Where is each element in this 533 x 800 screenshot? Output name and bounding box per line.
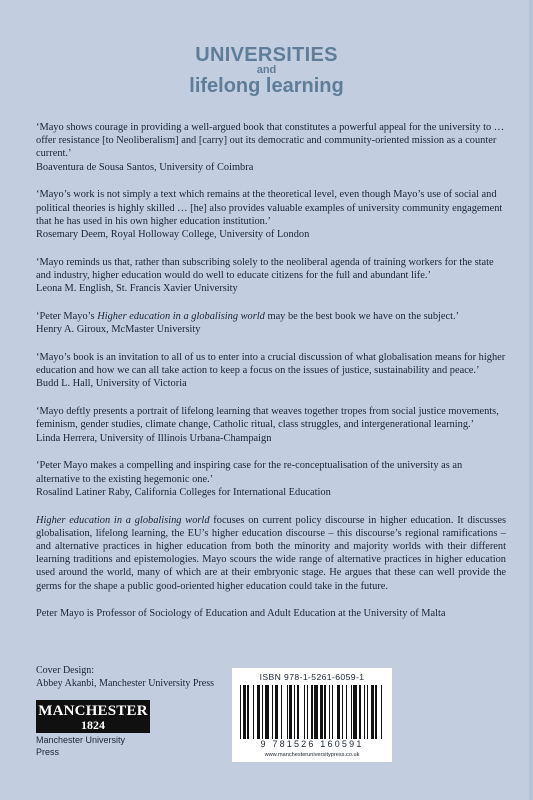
barcode-bar xyxy=(247,685,248,739)
barcode-bar xyxy=(324,685,325,739)
cover-edge xyxy=(529,0,533,800)
blurb-source: Budd L. Hall, University of Victoria xyxy=(36,378,187,390)
barcode-bar xyxy=(311,685,312,739)
barcode-bar xyxy=(320,685,323,739)
blurbs-section xyxy=(36,121,506,620)
barcode-digits: 9 781526 160591 xyxy=(260,739,364,749)
blurb xyxy=(36,310,506,336)
blurb xyxy=(36,188,506,241)
barcode-bar xyxy=(294,685,295,739)
barcode-bar xyxy=(304,685,305,739)
blurb-source: Boaventura de Sousa Santos, University of Coimbra xyxy=(36,161,254,173)
barcode xyxy=(240,685,384,739)
series-title-line-1: UNIVERSITIES xyxy=(195,44,338,66)
book-description-text: focuses on current policy discourse in higher education. It discusses globalisation, lifelong learning, the EU’s higher education discourse – this discourse’s regional ramifications – and alternative practices in higher education from both the minority and majority worlds with their different learning traditions and epistemologies. Mayo scours the wide range of alternative practices in higher education used around the world, many of which are at their embryonic stage. He argues that these can well provide the germs for the shape a public good-oriented higher education could take in the future. xyxy=(36,514,506,592)
blurb xyxy=(36,459,506,499)
barcode-bar xyxy=(272,685,273,739)
publisher-logo xyxy=(36,700,150,758)
book-title-italic: Higher education in a globalising world xyxy=(97,311,265,323)
barcode-bar xyxy=(367,685,368,739)
barcode-bar xyxy=(265,685,269,739)
blurb xyxy=(36,256,506,296)
blurb-source: Henry A. Giroux, McMaster University xyxy=(36,324,201,336)
blurb-quote-end: may be the best book we have on the subject.’ xyxy=(264,311,460,323)
blurb-quote: ‘Mayo deftly presents a portrait of lifelong learning that weaves together tropes from social justice movements, feminism, gender studies, climate change, Catholic ritual, class struggles, and intergenerational learning.’ xyxy=(36,406,499,431)
barcode-bar xyxy=(314,685,318,739)
blurb-quote-start: ‘Peter Mayo’s xyxy=(36,311,98,323)
barcode-bar xyxy=(275,685,278,739)
barcode-bar xyxy=(297,685,300,739)
cover-design-label: Cover Design: xyxy=(36,665,95,676)
blurb-quote: ‘Mayo’s work is not simply a text which remains at the theoretical level, even though Mayo’s use of social and political theories is highly skilled … [he] also provides valuable examples of university community engagement that he has used in his own higher education institution.’ xyxy=(36,189,503,227)
publisher-logo-name: MANCHESTER xyxy=(38,703,148,719)
series-title-line-3: lifelong learning xyxy=(189,75,344,97)
blurb-source: Rosemary Deem, Royal Holloway College, University of London xyxy=(36,229,310,241)
barcode-bar xyxy=(371,685,374,739)
barcode-bar xyxy=(381,685,382,739)
blurb-quote xyxy=(36,310,506,323)
series-title-line-2: and xyxy=(256,64,277,76)
publisher-name: Manchester University Press xyxy=(36,735,126,757)
barcode-panel xyxy=(232,668,392,762)
publisher-logo-year: 1824 xyxy=(81,718,105,732)
barcode-bar xyxy=(289,685,292,739)
cover-designer-name: Abbey Akanbi, Manchester University Press xyxy=(36,677,215,689)
publisher-url: www.manchesteruniversitypress.co.uk xyxy=(264,752,360,758)
cover-design-credit xyxy=(36,665,214,690)
author-bio: Peter Mayo is Professor of Sociology of Education and Adult Education at the University of Malta xyxy=(36,607,446,619)
barcode-bar xyxy=(346,685,347,739)
barcode-bar xyxy=(262,685,263,739)
blurb-source: Leona M. English, St. Francis Xavier University xyxy=(36,283,238,295)
barcode-bar xyxy=(257,685,260,739)
blurb xyxy=(36,121,506,174)
barcode-bar xyxy=(281,685,282,739)
blurb-quote: ‘Mayo shows courage in providing a well-argued book that constitutes a powerful appeal for the university to … offer resistance [to Neoliberalism] and [carry] out its democratic and community-oriented mission as a counter current.’ xyxy=(36,122,505,160)
barcode-bar xyxy=(375,685,376,739)
blurb-quote: ‘Mayo reminds us that, rather than subscribing solely to the neoliberal agenda of training workers for the state and industry, higher education would do well to educate citizens for the full and abundant life.’ xyxy=(36,256,494,282)
barcode-bar xyxy=(342,685,343,739)
barcode-bar xyxy=(329,685,330,739)
publisher-logo-box xyxy=(36,700,150,733)
blurb-source: Linda Herrera, University of Illinois Urbana-Champaign xyxy=(36,432,272,444)
blurb xyxy=(36,351,506,391)
book-title-italic: Higher education in a globalising world xyxy=(36,514,210,526)
barcode-bar xyxy=(332,685,333,739)
barcode-bar xyxy=(364,685,365,739)
barcode-bar xyxy=(253,685,254,739)
blurb-quote: ‘Mayo’s book is an invitation to all of us to enter into a crucial discussion of what globalisation means for higher education and how we can all take action to keep a focus on the issues of justice, sustainability and peace.’ xyxy=(36,352,506,377)
blurb-quote: ‘Peter Mayo makes a compelling and inspiring case for the re-conceptualisation of the university as an alternative to the existing hegemonic one.’ xyxy=(36,460,463,485)
barcode-bar xyxy=(307,685,308,739)
barcode-bar xyxy=(243,685,246,739)
barcode-bar xyxy=(351,685,352,739)
barcode-bar xyxy=(240,685,241,739)
blurb-source: Rosalind Latiner Raby, California Colleges for International Education xyxy=(36,486,331,498)
barcode-bar xyxy=(287,685,288,739)
barcode-bar xyxy=(353,685,357,739)
barcode-bar xyxy=(337,685,340,739)
blurb xyxy=(36,405,506,445)
barcode-bar xyxy=(359,685,360,739)
series-title xyxy=(0,44,533,97)
book-description xyxy=(36,514,506,593)
isbn-label: ISBN 978-1-5261-6059-1 xyxy=(259,672,365,682)
